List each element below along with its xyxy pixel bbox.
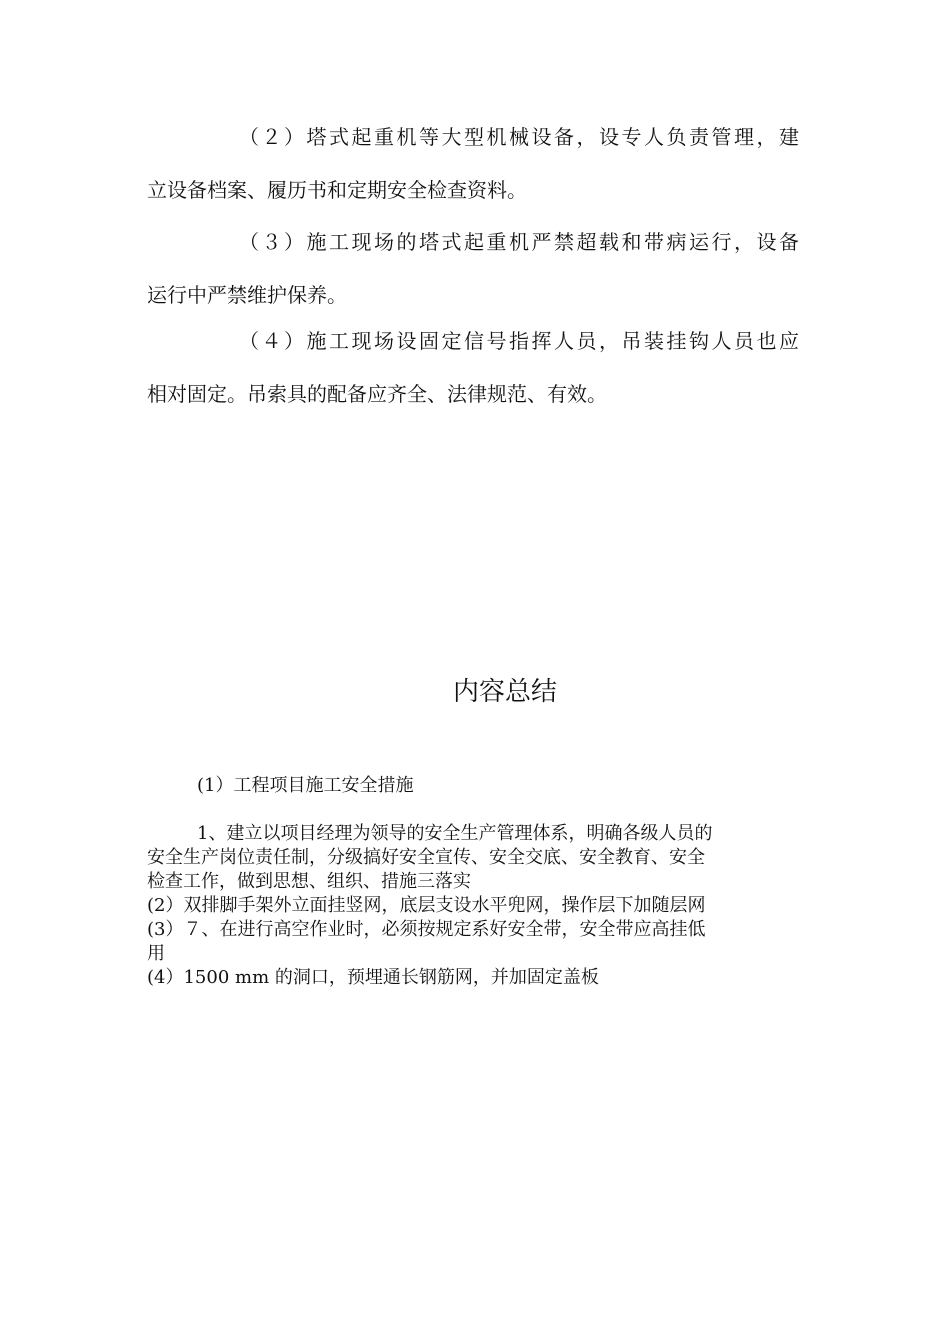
paragraph-line: 运行中严禁维护保养。	[147, 283, 347, 307]
paragraph-line: （３）施工现场的塔式起重机严禁超载和带病运行，设备	[239, 230, 799, 254]
paragraph-line: 立设备档案、履历书和定期安全检查资料。	[147, 178, 527, 202]
paragraph-line: （２）塔式起重机等大型机械设备，设专人负责管理，建	[239, 125, 799, 149]
summary-item-1-line: 1、建立以项目经理为领导的安全生产管理体系，明确各级人员的	[197, 823, 713, 844]
summary-item-3-line: (3）７、在进行高空作业时，必须按规定系好安全带，安全带应高挂低	[147, 919, 706, 940]
summary-title: 内容总结	[452, 677, 557, 707]
summary-heading	[147, 774, 807, 798]
paragraph-crane-management	[147, 111, 799, 217]
summary-item-1-line: 安全生产岗位责任制，分级搞好安全宣传、安全交底、安全教育、安全	[147, 847, 705, 868]
paragraph-line: 相对固定。吊索具的配备应齐全、法律规范、有效。	[147, 382, 607, 406]
summary-heading-text: (1）工程项目施工安全措施	[197, 775, 414, 796]
summary-body	[147, 822, 807, 990]
paragraph-crane-operation	[147, 216, 799, 322]
summary-item-2: (2）双排脚手架外立面挂竖网，底层支设水平兜网，操作层下加随层网	[147, 895, 706, 916]
summary-item-3-line: 用	[147, 943, 165, 964]
summary-item-1-line: 检查工作，做到思想、组织、措施三落实	[147, 871, 471, 892]
paragraph-line: （４）施工现场设固定信号指挥人员，吊装挂钩人员也应	[239, 329, 799, 353]
summary-item-4: (4）1500 mm 的洞口，预埋通长钢筋网，并加固定盖板	[147, 967, 599, 988]
paragraph-signal-personnel	[147, 315, 799, 421]
